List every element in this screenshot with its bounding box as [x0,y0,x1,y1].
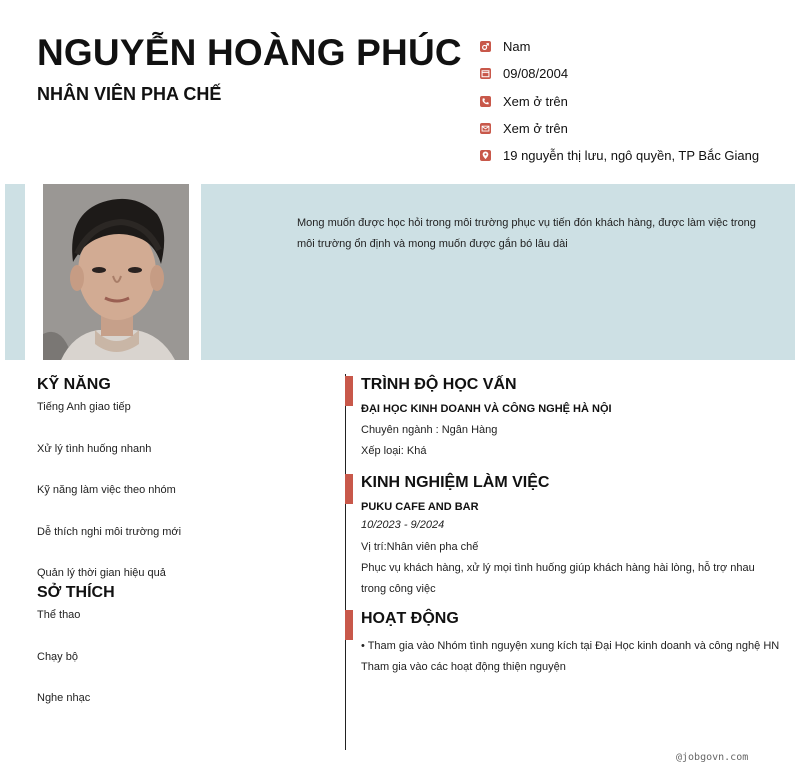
decor-band-left [5,184,25,360]
contact-email [480,115,790,142]
skill-item: Xử lý tình huống nhanh [37,442,152,455]
decor-band-right [201,184,795,360]
activity-item: • Tham gia vào Nhóm tình nguyện xung kích tại Đại Học kinh doanh và công nghệ HN [361,640,780,652]
contact-list [480,33,790,169]
hobby-item: Thể thao [37,609,81,621]
skill-item: Tiếng Anh giao tiếp [37,401,131,413]
left-column [37,374,327,729]
contact-phone-value: Xem ở trên [503,93,568,109]
skills-title: KỸ NĂNG [37,376,111,393]
right-column [361,374,781,678]
skill-item: Kỹ năng làm việc theo nhóm [37,484,176,496]
email-icon [480,123,491,134]
contact-address [480,142,790,169]
education-rank: Xếp loại: Khá [361,445,427,457]
skill-item: Dễ thích nghi môi trường mới [37,525,182,538]
profile-photo [43,184,189,360]
contact-gender [480,33,790,60]
location-icon [480,150,491,161]
activity-item: Tham gia vào các hoạt động thiện nguyện [361,661,566,673]
contact-phone [480,88,790,115]
hobby-item: Chạy bộ [37,650,78,663]
gender-icon [480,41,491,52]
contact-email-value: Xem ở trên [503,121,568,137]
cv-name: NGUYỄN HOÀNG PHÚC [37,32,462,73]
column-divider [345,374,346,750]
experience-company: PUKU CAFE AND BAR [361,501,479,513]
experience-section [361,472,781,608]
education-section [361,374,781,472]
section-marker [345,376,353,406]
experience-period: 10/2023 - 9/2024 [361,519,445,531]
activities-section [361,608,781,678]
calendar-icon [480,68,491,79]
phone-icon [480,96,491,107]
contact-address-value: 19 nguyễn thị lưu, ngô quyền, TP Bắc Giang [503,148,760,164]
watermark: @jobgovn.com [676,752,749,763]
education-title: TRÌNH ĐỘ HỌC VẤN [361,376,517,393]
contact-gender-value: Nam [503,39,531,55]
cv-job-title: NHÂN VIÊN PHA CHẾ [37,84,222,104]
experience-position: Vị trí:Nhân viên pha chế [361,541,479,553]
hobbies-title: SỞ THÍCH [37,584,115,601]
education-school: ĐẠI HỌC KINH DOANH VÀ CÔNG NGHỆ HÀ NỘI [361,403,612,415]
hobby-item: Nghe nhạc [37,692,91,704]
contact-birthday-value: 09/08/2004 [503,66,569,82]
career-objective: Mong muốn được học hỏi trong môi trường phục vụ tiến đón khách hàng, được làm việc trong môi trường ổn định và mong muốn được gắn bó lâu dài [297,217,756,250]
section-marker [345,474,353,504]
education-major: Chuyên ngành : Ngân Hàng [361,424,498,436]
section-marker [345,610,353,640]
skill-item: Quản lý thời gian hiệu quả [37,567,166,579]
contact-birthday [480,60,790,87]
experience-description: Phục vụ khách hàng, xử lý mọi tình huống giúp khách hàng hài lòng, hỗ trợ nhau trong công việc [361,562,755,595]
experience-title: KINH NGHIỆM LÀM VIỆC [361,474,550,491]
activities-title: HOẠT ĐỘNG [361,610,459,627]
